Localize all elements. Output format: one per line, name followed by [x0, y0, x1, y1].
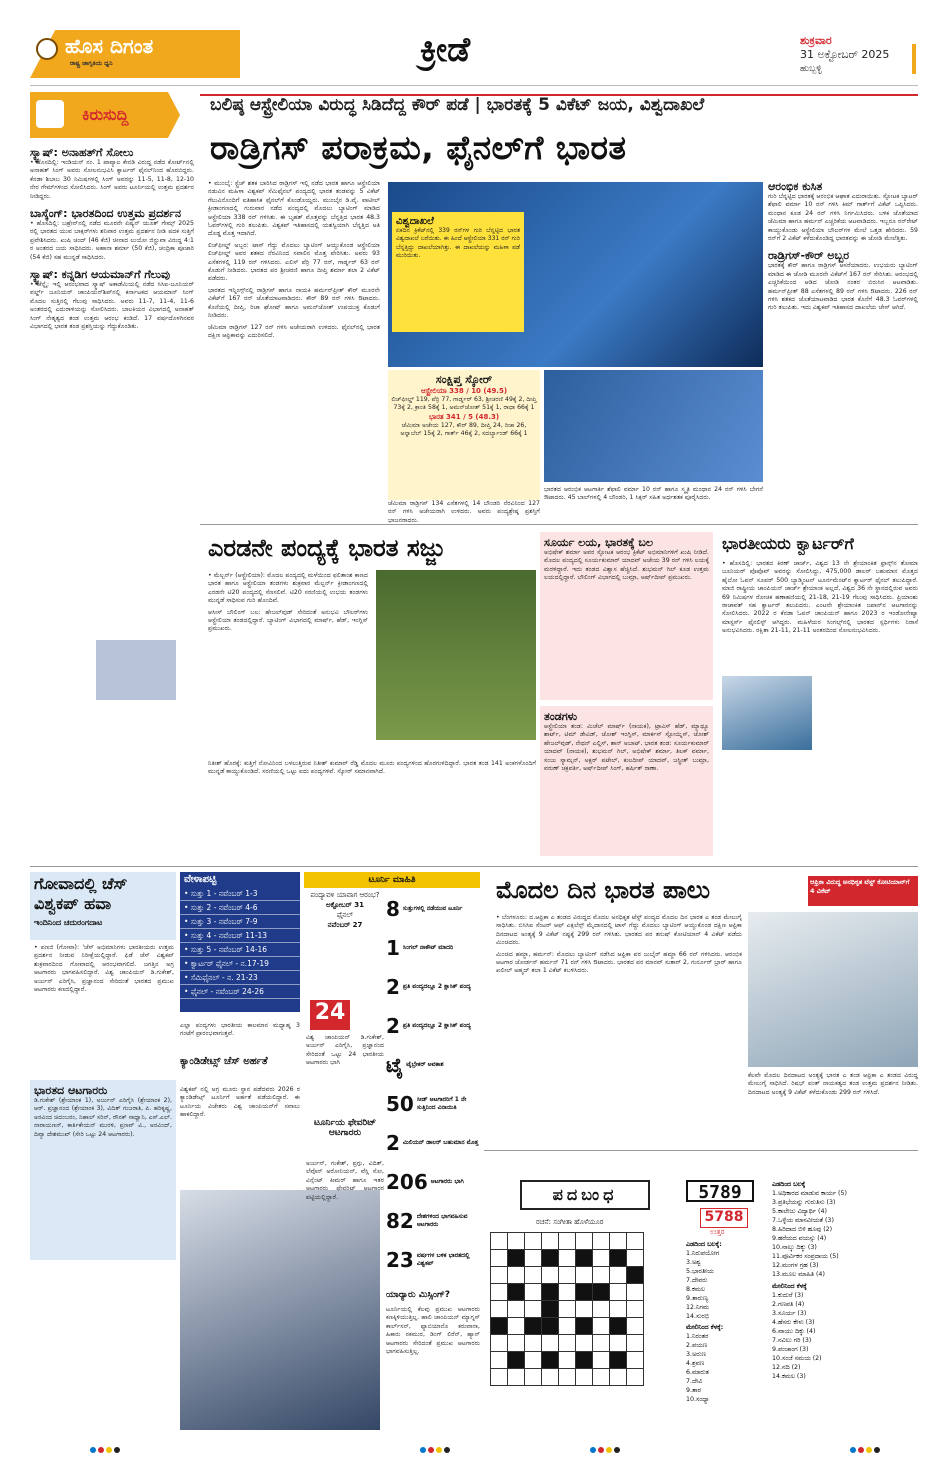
fact-number: 50	[386, 1091, 414, 1116]
registration-dot	[90, 1447, 96, 1453]
crossword-grid[interactable]	[490, 1232, 644, 1386]
puzzle-prev-label: ಉತ್ತರ	[710, 1228, 725, 1236]
test-body: ಮಿಂಚಿದ ಹಮ್ಜಾ, ಹರ್ಮನ್: ಮೊದಲು ಬ್ಯಾಟಿಂಗ್ ನಡೆಸಿದ ಆಫ್ರಿಕಾ ಪರ ಜುಬೈರ್ ಹಮ್ಜಾ 66 ರನ್ ಗಳಿಸಿದರು. ಆರಂಭಿಕ ಆಟಗಾರ ಜೋರ್ಡನ್ ಹರ್ಮನ್ 71 ರನ್ ಗಳಿಸಿ ಔಟಾದರು. ಭಾರತದ ಪರ ಮಾನವ್ ಸುತಾರ್ 2, ಗುರ್ನೂರ್ ಬ್ರಾರ್ ಹಾಗೂ ಖಲೀಲ್ ಅಹ್ಮದ್ ತಲಾ 1 ವಿಕೆಟ್ ಕಬಳಿಸಿದರು.	[496, 950, 742, 975]
crossword-cell[interactable]	[593, 1233, 610, 1250]
score-title: ಸಂಕ್ಷಿಪ್ತ ಸ್ಕೋರ್	[435, 373, 493, 386]
answers2-list	[686, 1332, 768, 1404]
fact-text: ಪ್ರತಿ ಪಂದ್ಯದಲ್ಲೂ 2 ಕ್ಲಾಸಿಕ್ ಪಂದ್ಯ	[402, 982, 471, 990]
test-tag: ಆಫ್ರಿಕಾ ವಿರುದ್ಧ ಅನಧಿಕೃತ ಟೆಸ್ಟ್ ಕೋಟಿಯಾನ್‌ಗೆ 4 ವಿಕೆಟ್	[808, 876, 918, 906]
clue-across: 5.ಕಾಲೇಜು ವಿದ್ಯಾರ್ಥಿ (4)	[772, 1208, 827, 1215]
brief-title: ಬಾಸ್ಕೆಂಗ್: ಭಾರತದಿಂದ ಉತ್ತಮ ಪ್ರದರ್ಶನ	[30, 207, 182, 221]
fact-item	[386, 1202, 480, 1239]
dateline	[800, 34, 889, 76]
crossword-cell[interactable]	[525, 1250, 542, 1267]
schedule-item: • ಸುತ್ತು 2 - ನವೆಂಬರ್ 4-6	[180, 901, 300, 915]
squads-title: ತಂಡಗಳು	[544, 710, 578, 723]
crossword-cell[interactable]	[491, 1352, 508, 1369]
fact-number: 8	[386, 896, 400, 921]
down-title: ಮೇಲಿನಿಂದ ಕೆಳಕ್ಕೆ	[772, 1283, 807, 1290]
header-accent	[912, 44, 916, 74]
section-title: ಕ್ರೀಡೆ	[420, 30, 471, 70]
brief-body: • ಹೊಸದಿಲ್ಲಿ: ಬಹ್ರೇನ್‌ನಲ್ಲಿ ನಡೆದ ಮೂರನೇ ಏಷ್ಯನ್ ಯೂತ್ ಗೇಮ್ಸ್ 2025 ರಲ್ಲಿ ಭಾರತದ ಯುವ ಬಾಕ್ಸರ್‌ಗಳು ಶನಿವಾರ ಉತ್ತಮ ಪ್ರದರ್ಶನ ನೀಡಿ ಪದಕ ಸುತ್ತಿಗೆ ಪ್ರವೇಶಿಸಿದರು. ಖುಷಿ ಚಂದ್ (46 ಕೆಜಿ) ಚೀನಾದ ಲುಯೋ ಜಿನ್ಹುವಾ ವಿರುದ್ಧ 4:1 ರ ಅಂತರದ ಜಯ ಸಾಧಿಸಿದರು. ಅಹಾನಾ ಶರ್ಮಾ (50 ಕೆಜಿ), ಚಂದ್ರಿಕಾ ಪೂಜಾರಿ (54 ಕೆಜಿ) ಸಹ ಮುನ್ನಡೆ ಸಾಧಿಸಿದರು.	[30, 220, 194, 261]
brief-body: • ಹೊಸದಿಲ್ಲಿ: ಇಂಡಿಯನ್ ನಂ. 1 ಪಾಪ್ಯಾಲ ಕೇನಡಿ ವಿರುದ್ಧ ನಡೆದ ಕೋರ್ಟ್‌ನಲ್ಲಿ ಅನಾಹತ್ ಸಿಂಗ್ ಅವರು ಸೋಲನುಭವಿಸಿ ಕ್ವಾರ್ಟರ್ ಫೈನಲ್‌ನಿಂದ ಹೊರಬಿದ್ದರು. ಕೆನಡಾ ಶಿಬಾಬ 30 ನಿಮಿಷಗಳಲ್ಲಿ ಸಿಂಗ್ ಅವರನ್ನು 11-5, 11-8, 12-10 ನೇರ ಗೇಮ್‌ಗಳಿಂದ ಸೋಲಿಸಿದರು. ಸಿಂಗ್ ಅವರು ಟೂರ್ನಿಯಲ್ಲಿ ಉತ್ತಮ ಪ್ರದರ್ಶನ ನೀಡಿದ್ದರು.	[30, 159, 194, 200]
lead-kicker: ಬಲಿಷ್ಠ ಆಸ್ಟ್ರೇಲಿಯಾ ವಿರುದ್ಧ ಸಿಡಿದೆದ್ದ ಕೌರ್ ಪಡೆ | ಭಾರತಕ್ಕೆ 5 ವಿಕೆಟ್ ಜಯ, ವಿಶ್ವದಾಖಲೆ	[210, 95, 705, 115]
fact-text: ಆಟಗಾರರು ಭಾಗಿ	[430, 1177, 464, 1185]
crossword-block	[610, 1250, 627, 1267]
t20-body: • ಮೆಲ್ಬರ್ನ್ (ಆಸ್ಟ್ರೇಲಿಯಾ): ಮೊದಲ ಪಂದ್ಯದಲ್ಲಿ ಮಳೆಯಿಂದ ಫಲಿತಾಂಶ ಕಾಣದ ಭಾರತ ಹಾಗೂ ಆಸ್ಟ್ರೇಲಿಯಾ ತಂಡಗಳು ಶುಕ್ರವಾರ ಮೆಲ್ಬರ್ನ್ ಕ್ರೀಡಾಂಗಣದಲ್ಲಿ ಎರಡನೇ ಟಿ20 ಪಂದ್ಯದಲ್ಲಿ ಸೆಣಸಲಿವೆ. ಟಿ20 ಸರಣಿಯಲ್ಲಿ ಉಭಯ ತಂಡಗಳು ಮುನ್ನಡೆ ಸಾಧಿಸುವ ಗುರಿ ಹೊಂದಿವೆ.	[208, 572, 368, 605]
crossword-cell[interactable]	[525, 1352, 542, 1369]
crossword-cell[interactable]	[542, 1369, 559, 1386]
registration-dot	[98, 1447, 104, 1453]
kirusuddi-label: ಕಿರುಸುದ್ದಿ	[82, 105, 129, 124]
schedule-list	[180, 887, 300, 999]
crossword-block	[508, 1284, 525, 1301]
big24: 24	[310, 1000, 350, 1030]
crossword-cell[interactable]	[627, 1369, 644, 1386]
crossword-cell[interactable]	[593, 1301, 610, 1318]
registration-dot	[114, 1447, 120, 1453]
registration-dot	[606, 1447, 612, 1453]
crossword-cell[interactable]	[508, 1233, 525, 1250]
t20-body: ನಿತೀಶ್ ಹೊರಕ್ಕೆ: ಕುತ್ತಿಗೆ ನೋವಿನಿಂದ ಬಳಲುತ್ತಿರುವ ನಿತೀಶ್ ಕುಮಾರ್ ರೆಡ್ಡಿ ಮೊದಲ ಮೂರು ಪಂದ್ಯಗಳಿಂದ ಹೊರಗುಳಿದಿದ್ದಾರೆ. ಭಾರತ ತಂಡ 141 ಅಂಕಗಳೊಂದಿಗೆ ಮುನ್ನಡೆ ಕಾಯ್ದುಕೊಂಡಿದೆ. ಸರಣಿಯಲ್ಲಿ ಒಟ್ಟು ಐದು ಪಂದ್ಯಗಳಿವೆ. ಸ್ಕೋರ್ ಸಮಾನವಾಗಿದೆ.	[208, 760, 536, 776]
fact-item	[386, 1124, 480, 1161]
across-title: ಎಡದಿಂದ ಬಲಕ್ಕೆ	[772, 1181, 806, 1188]
clue-down: 7.ನವಿಲು ಗರಿ (3)	[772, 1337, 812, 1344]
masthead-logo: ಹೊಸ ದಿಗಂತ	[65, 34, 154, 58]
date: 31 ಅಕ್ಟೋಬರ್ 2025	[800, 48, 890, 61]
brief-body: • ಚೆನ್ನೈ: ಇಲ್ಲಿ ಆರಂಭವಾದ ಸ್ಕ್ವಾಷ್ ಅಕಾಡೆಮಿಯಲ್ಲಿ ನಡೆದ ಸಿಸಿಐ-ಜೂನಿಯರ್ ವರ್ಲ್ಡ್ ಜೂನಿಯರ್ ಚಾಂಪಿಯನ್‌ಶಿಪ್‌ನಲ್ಲಿ ಕರ್ನಾಟಕದ ಆಯಮಾನ್ ಸಿಂಗ್ ಮೊದಲ ಸುತ್ತಿನಲ್ಲಿ ಗೆಲುವು ಸಾಧಿಸಿದರು. ಅವರು 11-7, 11-4, 11-6 ಅಂತರದಲ್ಲಿ ಎದುರಾಳಿಯನ್ನು ಸೋಲಿಸಿದರು. ಬಾಲಕಿಯರ ವಿಭಾಗದಲ್ಲಿ ಅನಾಹತ್ ಸಿಂಗ್ ನೇತೃತ್ವದ ತಂಡ ಉತ್ತಮ ಆರಂಭ ಕಂಡಿದೆ. 17 ವರ್ಷದೊಳಗಿನವರ ವಿಭಾಗದಲ್ಲಿ ಭಾರತ ತಂಡ ಪ್ರಶಸ್ತಿಯನ್ನು ಗೆದ್ದುಕೊಂಡಿತು.	[30, 281, 194, 331]
crossword-cell[interactable]	[508, 1301, 525, 1318]
crossword-cell[interactable]	[559, 1233, 576, 1250]
clue-across: 8.ಹಿರಿದಾದ ಬಿಳಿ ಹೂವು (2)	[772, 1226, 833, 1233]
crossword-cell[interactable]	[593, 1318, 610, 1335]
registration-dot	[866, 1447, 872, 1453]
answer-item: 10.ಸಂಧ್ಯಾ	[686, 1396, 710, 1403]
caption-text: ಏಕದಿನ ಕ್ರಿಕೆಟ್‌ನಲ್ಲಿ 339 ರನ್‌ಗಳ ಗುರಿ ಬೆನ್ನಟ್ಟಿದ ಭಾರತ ವಿಶ್ವದಾಖಲೆ ಬರೆಯಿತು. ಈ ಹಿಂದೆ ಆಸ್ಟ್ರೇಲಿಯಾ 331 ರನ್ ಗುರಿ ಬೆನ್ನತ್ತಿದ್ದು ದಾಖಲೆಯಾಗಿತ್ತು. ಈ ದಾಖಲೆಯನ್ನು ಮಹಿಳಾ ಪಡೆ ಮುರಿಯಿತು.	[396, 227, 520, 260]
when-block	[306, 890, 384, 930]
hand-icon	[36, 100, 64, 128]
across-list	[772, 1189, 918, 1279]
caption-title: ವಿಶ್ವದಾಖಲೆ	[396, 216, 434, 227]
test-photo	[748, 912, 918, 1067]
schedule-item: • ಕ್ವಾರ್ಟರ್ ಫೈನಲ್ - ನ.17-19	[180, 957, 300, 971]
crossword-block	[542, 1318, 559, 1335]
players-body: ಡಿ.ಗುಕೇಶ್ (ಶ್ರೇಯಾಂಕ 1), ಅರ್ಜುನ್ ಎರಿಗೈಸಿ (ಶ್ರೇಯಾಂಕ 2), ಆರ್. ಪ್ರಜ್ಞಾನಂದ (ಶ್ರೇಯಾಂಕ 3), ವಿದಿತ್ ಗುಜರಾತಿ, ಪಿ. ಹರಿಕೃಷ್ಣ, ಅರವಿಂದ ಚಿದಂಬರಂ, ನಿಹಾಲ್ ಸರಿನ್, ರೌನಕ್ ಸಾಧ್ವಾನಿ, ಎಸ್.ಎಲ್. ನಾರಾಯಣನ್, ಕಾರ್ತಿಕೇಯನ್ ಮುರಳಿ, ಪ್ರಣವ್ ವಿ., ಅರವಿಂದ್, ದಿವ್ಯಾ ದೇಶಮುಖ್ (ಸೇರಿ ಒಟ್ಟು 24 ಆಟಗಾರರು).	[34, 1097, 172, 1138]
divider	[30, 866, 918, 867]
crossword-cell[interactable]	[525, 1301, 542, 1318]
crossword-cell[interactable]	[610, 1301, 627, 1318]
lead-body: • ಮುಂಬೈ: ಸ್ಟ್ರೆಚ್ ಶತಕ ಬಾರಿಸಿದ ರಾಡ್ರಿಗಸ್ ಇಲ್ಲಿ ನಡೆದ ಭಾರತ ಹಾಗೂ ಆಸ್ಟ್ರೇಲಿಯಾ ನಡುವಿನ ಮಹಿಳಾ ವಿಶ್ವಕಪ್ ಸೆಮಿಫೈನಲ್ ಪಂದ್ಯದಲ್ಲಿ ಭಾರತ ತಂಡವನ್ನು 5 ವಿಕೆಟ್ ಗೆಲುವಿನೊಂದಿಗೆ ಐತಿಹಾಸಿಕ ಫೈನಲ್‌ಗೆ ಕೊಂಡೊಯ್ದರು. ಮುಂಬೈನ ಡಿ.ವೈ. ಪಾಟೀಲ್ ಕ್ರೀಡಾಂಗಣದಲ್ಲಿ ಗುರುವಾರ ನಡೆದ ಪಂದ್ಯದಲ್ಲಿ ಮೊದಲು ಬ್ಯಾಟಿಂಗ್ ಮಾಡಿದ ಆಸ್ಟ್ರೇಲಿಯಾ 338 ರನ್ ಗಳಿಸಿತು. ಈ ಬೃಹತ್ ಮೊತ್ತವನ್ನು ಬೆನ್ನತ್ತಿದ ಭಾರತ 48.3 ಓವರ್‌ಗಳಲ್ಲಿ ಗುರಿ ತಲುಪಿತು. ವಿಶ್ವಕಪ್ ಇತಿಹಾಸದಲ್ಲಿ ಯಶಸ್ವಿಯಾಗಿ ಬೆನ್ನತ್ತಿದ ಅತಿ ದೊಡ್ಡ ಮೊತ್ತ ಇದಾಗಿದೆ.	[208, 180, 380, 238]
answer-item: 6.ಮಾರುತ	[686, 1369, 709, 1376]
answer-item: 5.ಭಾರತೀಯ	[686, 1268, 714, 1275]
clue-down: 10.ಸಂಜೆ ಸಮಯ (2)	[772, 1355, 822, 1362]
score-aus-detail: ಲಿಚ್‌ಫೀಲ್ಡ್ 119, ಪೆರ್ರಿ 77, ಗಾರ್ಡ್ನರ್ 63, ಶ್ರೀಚರಣಿ 49ಕ್ಕೆ 2, ದೀಪ್ತಿ 73ಕ್ಕೆ 2, ಕ್ರಾಂತಿ 58ಕ್ಕೆ 1, ಅಮನ್‌ಜೋತ್ 51ಕ್ಕೆ 1, ರಾಧಾ 66ಕ್ಕೆ 1	[391, 396, 537, 412]
surya-title: ಸೂರ್ಯ ಲಯ, ಭಾರತಕ್ಕೆ ಬಲ	[544, 536, 653, 549]
crossword-block	[508, 1352, 525, 1369]
miss-body: ಟೂರ್ನಿಯಲ್ಲಿ ಕೆಲವು ಪ್ರಮುಖ ಆಟಗಾರರು ಕಣಕ್ಕಿಳಿಯುತ್ತಿಲ್ಲ. ಹಾಲಿ ಚಾಂಪಿಯನ್ ಮ್ಯಾಗ್ನಸ್ ಕಾರ್ಲ್‌ಸನ್, ಫ್ಯಾಬಿಯಾನೊ ಕರುವಾನಾ, ಹಿಕಾರು ನಕಮುರ, ಡಿಂಗ್ ಲಿರೆನ್, ಹ್ಯಾನ್ ಆಟಗಾರರು ಸೇರಿದಂತೆ ಪ್ರಮುಖ ಆಟಗಾರರು ಭಾಗವಹಿಸುತ್ತಿಲ್ಲ.	[386, 1306, 480, 1356]
crossword-cell[interactable]	[525, 1284, 542, 1301]
color-registration	[420, 1438, 452, 1457]
info-title: ಟೂರ್ನಿ ಮಾಹಿತಿ	[304, 872, 480, 888]
answer-item: 9.ತಾರುಣ್ಯ	[686, 1295, 709, 1302]
crossword-block	[576, 1352, 593, 1369]
players-title: ಭಾರತದ ಆಟಗಾರರು	[34, 1084, 108, 1097]
registration-dot	[436, 1447, 442, 1453]
schedule-title: ವೇಳಾಪಟ್ಟಿ	[184, 874, 217, 885]
crossword-cell[interactable]	[627, 1233, 644, 1250]
divider	[484, 1150, 918, 1151]
crossword-cell[interactable]	[491, 1284, 508, 1301]
crossword-block	[610, 1352, 627, 1369]
crossword-cell[interactable]	[576, 1301, 593, 1318]
fact-number: 2	[386, 1013, 400, 1038]
fact-text: ಪ್ರತಿ ಪಂದ್ಯದಲ್ಲೂ 2 ಕ್ಲಾಸಿಕ್ ಪಂದ್ಯ	[402, 1021, 471, 1029]
answers-list	[686, 1249, 768, 1321]
registration-dot	[858, 1447, 864, 1453]
crossword-block	[576, 1318, 593, 1335]
clue-across: 12.ಮಂಗಳ ಗ್ರಹ (3)	[772, 1262, 819, 1269]
crossword-cell[interactable]	[593, 1335, 610, 1352]
lead-headline: ರಾಡ್ರಿಗಸ್ ಪರಾಕ್ರಮ, ಫೈನಲ್‌ಗೆ ಭಾರತ	[210, 128, 627, 167]
clues	[772, 1180, 918, 1381]
caption-box	[392, 212, 524, 332]
crossword-cell[interactable]	[576, 1369, 593, 1386]
candidates-title: ಕ್ಯಾಂಡಿಡೇಟ್ಸ್ ಚೆಸ್ ಅರ್ಹತೆ	[180, 1056, 268, 1067]
crossword-cell[interactable]	[559, 1369, 576, 1386]
crossword-block	[576, 1250, 593, 1267]
divider	[30, 85, 918, 86]
facts-list	[386, 890, 480, 1280]
crossword-cell[interactable]	[627, 1352, 644, 1369]
chess-headline: ಗೋವಾದಲ್ಲಿ ಚೆಸ್ ವಿಶ್ವಕಪ್ ಹವಾ	[34, 874, 128, 913]
crossword-cell[interactable]	[508, 1369, 525, 1386]
answer-item: 9.ತಾರ	[686, 1387, 701, 1394]
fact-number: 2	[386, 974, 400, 999]
puzzle-prev-number: 5788	[700, 1208, 748, 1228]
score-ind: ಭಾರತ 341 / 5 (48.3)	[428, 412, 500, 421]
puzzle-title: ಪದಬಂಧ	[520, 1180, 650, 1210]
clue-down: 4.ಹೆಸರು ಕೇಳು (3)	[772, 1319, 815, 1326]
color-registration	[850, 1438, 882, 1457]
crossword-block	[542, 1284, 559, 1301]
crossword-cell[interactable]	[627, 1335, 644, 1352]
brief-title: ಸ್ಕ್ವಾಷ್: ಅನಾಹತ್‌ಗೆ ಸೋಲು	[30, 146, 134, 159]
divider	[200, 524, 918, 525]
clue-across: 11.ಪೂರ್ವಿಕರ ಸಂಪ್ರದಾಯ (5)	[772, 1253, 839, 1260]
registration-dot	[850, 1447, 856, 1453]
clue-down: 9.ಪಂಚಾಂಗ (3)	[772, 1346, 809, 1353]
t20-headline: ಎರಡನೇ ಪಂದ್ಯಕ್ಕೆ ಭಾರತ ಸಜ್ಜು	[208, 534, 445, 562]
crossword-cell[interactable]	[627, 1301, 644, 1318]
clue-down: 14.ಕಮಲ (3)	[772, 1373, 806, 1380]
fact-number: 23	[386, 1247, 414, 1272]
registration-dot	[874, 1447, 880, 1453]
color-registration	[90, 1438, 122, 1457]
fav-title: ಟೂರ್ನಿಯ ಫೇವರಿಟ್ ಆಟಗಾರರು	[313, 1118, 377, 1138]
fact-number: 82	[386, 1208, 414, 1233]
fact-text: ದೇಶಗಳಿಂದ ಭಾಗವಹಿಸುವ ಆಟಗಾರರು	[416, 1212, 468, 1228]
registration-dot	[420, 1447, 426, 1453]
crossword-table[interactable]	[490, 1232, 644, 1386]
answer-item: 2.ಪಯಣ	[686, 1342, 708, 1349]
crossword-cell[interactable]	[593, 1352, 610, 1369]
clue-down: 2.ಗಣಪತಿ (4)	[772, 1301, 805, 1308]
crossword-block	[576, 1284, 593, 1301]
answer-item: 8.ಕಮಲ	[686, 1286, 705, 1293]
crossword-cell[interactable]	[525, 1335, 542, 1352]
crossword-cell[interactable]	[542, 1335, 559, 1352]
crossword-cell[interactable]	[593, 1369, 610, 1386]
fact-text: ಮಿಲಿಯನ್ ಡಾಲರ್ ಬಹುಮಾನ ಮೊತ್ತ	[402, 1138, 479, 1146]
clue-across: 1.ಅಧಿಕಾರದ ಮಾಡುವ ಕಾರ್ಯ (5)	[772, 1190, 847, 1197]
clue-down: 3.ಸೂರ್ಯ (3)	[772, 1310, 807, 1317]
crossword-block	[542, 1250, 559, 1267]
schedule-note: ಎಲ್ಲಾ ಪಂದ್ಯಗಳು ಭಾರತೀಯ ಕಾಲಮಾನ ಮಧ್ಯಾಹ್ನ 3 ಗಂಟೆಗೆ ಪ್ರಾರಂಭವಾಗುತ್ತವೆ.	[180, 1022, 300, 1038]
answer-item: 3.ಅಶ್ವ	[686, 1259, 701, 1266]
down-list	[772, 1291, 918, 1381]
fact-item	[386, 1046, 480, 1083]
registration-dot	[614, 1447, 620, 1453]
answer-item: 12.ನಿಗಮ	[686, 1304, 709, 1311]
test-body: • ಬೆಂಗಳೂರು: ದ.ಆಫ್ರಿಕಾ ಎ ತಂಡದ ವಿರುದ್ಧದ ಮೊದಲ ಅನಧಿಕೃತ ಟೆಸ್ಟ್ ಪಂದ್ಯದ ಮೊದಲ ದಿನ ಭಾರತ ಎ ತಂಡ ಮೇಲುಗೈ ಸಾಧಿಸಿತು. ಬಿಸಿಸಿಐ ಸೆಂಟರ್ ಆಫ್ ಎಕ್ಸಲೆನ್ಸ್ ಮೈದಾನದಲ್ಲಿ ಟಾಸ್ ಗೆದ್ದು ಮೊದಲು ಬ್ಯಾಟಿಂಗ್ ಆಯ್ದುಕೊಂಡ ದಕ್ಷಿಣ ಆಫ್ರಿಕಾ ದಿನದಾಟದ ಅಂತ್ಯಕ್ಕೆ 9 ವಿಕೆಟ್ ನಷ್ಟಕ್ಕೆ 299 ರನ್ ಗಳಿಸಿತು. ಭಾರತದ ಪರ ತನುಷ್ ಕೋಟಿಯಾನ್ 4 ವಿಕೆಟ್ ಪಡೆದು ಮಿಂಚಿದರು.	[496, 914, 742, 947]
fact-item	[386, 890, 480, 927]
surya-body: ಅಭಿಷೇಕ್ ಶರ್ಮಾ ಅವರ ಸ್ಫೋಟಕ ಆರಂಭ ಕ್ರಿಕೆಟ್ ಅಭಿಮಾನಿಗಳಿಗೆ ಖುಷಿ ನೀಡಿದೆ. ಮೊದಲ ಪಂದ್ಯದಲ್ಲಿ ಸೂರ್ಯಕುಮಾರ್ ಯಾದವ್ ಅಜೇಯ 39 ರನ್ ಗಳಿಸಿ ಲಯಕ್ಕೆ ಮರಳಿದ್ದಾರೆ. ಇದು ತಂಡದ ವಿಶ್ವಾಸ ಹೆಚ್ಚಿಸಿದೆ. ಶುಭಮನ್ ಗಿಲ್ ಕೂಡ ಉತ್ತಮ ಲಯದಲ್ಲಿದ್ದಾರೆ. ಬೌಲಿಂಗ್ ವಿಭಾಗದಲ್ಲಿ ಬುಮ್ರಾ, ಅರ್ಷ್‌ದೀಪ್ ಪ್ರಮುಖರು.	[544, 549, 709, 582]
clue-across: 9.ಹರೆಯದ ವಯಸ್ಸು (4)	[772, 1235, 827, 1242]
lead-body: ಲಿಚ್‌ಫೀಲ್ಡ್ ಅಬ್ಬರ: ಟಾಸ್ ಗೆದ್ದು ಮೊದಲು ಬ್ಯಾಟಿಂಗ್ ಆಯ್ದುಕೊಂಡ ಆಸ್ಟ್ರೇಲಿಯಾ ಲಿಚ್‌ಫೀಲ್ಡ್ ಅವರ ಶತಕದ ನೆರವಿನಿಂದ ಸವಾಲಿನ ಮೊತ್ತ ಪೇರಿಸಿತು. ಅವರು 93 ಎಸೆತಗಳಲ್ಲಿ 119 ರನ್ ಗಳಿಸಿದರು. ಎಲಿಸ್ ಪೆರ್ರಿ 77 ರನ್, ಗಾರ್ಡ್ನರ್ 63 ರನ್ ಕೊಡುಗೆ ನೀಡಿದರು. ಭಾರತದ ಪರ ಶ್ರೀಚರಣಿ ಹಾಗೂ ದೀಪ್ತಿ ಶರ್ಮಾ ತಲಾ 2 ವಿಕೆಟ್ ಪಡೆದರು.	[208, 241, 380, 283]
clue-down: 6.ವಾಯು ದಿಕ್ಕು (4)	[772, 1328, 816, 1335]
fav-body: ಅರ್ಜುನ್, ಗುಕೇಶ್, ಪ್ರಗ್ಗು, ವಿದಿತ್, ಲೆವೊನ್ ಅರೋನಿಯನ್, ವೆಸ್ಲಿ ಸೋ, ವಿನ್ಸೆಂಟ್ ಕೀಮರ್ ಹಾಗೂ ಇತರ ಆಟಗಾರರು ಫೇವರಿಟ್ ಆಟಗಾರರ ಪಟ್ಟಿಯಲ್ಲಿದ್ದಾರೆ.	[306, 1160, 384, 1201]
crossword-cell[interactable]	[593, 1267, 610, 1284]
schedule-item: • ಸುತ್ತು 3 - ನವೆಂಬರ್ 7-9	[180, 915, 300, 929]
big24-text: ವಿಶ್ವ ಚಾಂಪಿಯನ್ ಡಿ.ಗುಕೇಶ್, ಅರ್ಜುನ್ ಎರಿಗೈಸಿ, ಪ್ರಜ್ಞಾನಂದ ಸೇರಿದಂತೆ ಒಟ್ಟು 24 ಭಾರತೀಯ ಆಟಗಾರರು ಭಾಗಿ	[306, 1034, 384, 1067]
clue-down: 12.ನದಿ (2)	[772, 1364, 801, 1371]
answer-item: 7.ದೇವಿ	[686, 1378, 703, 1385]
chess-sub: ಇಂದಿನಿಂದ ಚದುರಂಗದಾಟ	[34, 918, 103, 927]
clue-across: 7.ಒಳ್ಳೆಯ ಮಾನವೀಯತೆ (3)	[772, 1217, 834, 1224]
side-title: ರಾಡ್ರಿಗಸ್-ಕೌರ್ ಅಬ್ಬರ	[768, 249, 850, 263]
lead-body: ಭಾರತದ ಆರಂಭಿಕ ಆಟಗಾರ್ತಿ ಶೆಫಾಲಿ ವರ್ಮಾ 10 ರನ್ ಹಾಗೂ ಸ್ಮೃತಿ ಮಂಧಾನ 24 ರನ್ ಗಳಿಸಿ ಬೇಗನೆ ಔಟಾದರು. 45 ಬಾಲ್‌ಗಳಲ್ಲಿ 4 ಬೌಂಡರಿ, 1 ಸಿಕ್ಸರ್ ಸಹಿತ ಅರ್ಧಶತಕ ಪೂರೈಸಿದರು.	[544, 486, 763, 502]
logo-icon	[36, 38, 58, 60]
t20-photo	[376, 570, 536, 740]
fact-item	[386, 1007, 480, 1044]
crossword-cell[interactable]	[491, 1301, 508, 1318]
lead-body: ಜೆಮಿಮಾ ರಾಡ್ರಿಗಸ್ 127 ರನ್ ಗಳಿಸಿ ಅಜೇಯರಾಗಿ ಉಳಿದರು. ಫೈನಲ್‌ನಲ್ಲಿ ಭಾರತ ದಕ್ಷಿಣ ಆಫ್ರಿಕಾವನ್ನು ಎದುರಿಸಲಿದೆ.	[208, 323, 380, 339]
answer-item: 3.ಅರುಣ	[686, 1351, 706, 1358]
crossword-block	[610, 1318, 627, 1335]
crossword-cell[interactable]	[610, 1233, 627, 1250]
clue-across: 3.ಪ್ರತಿಭೆಯನ್ನು ಗುರುತಿಸು (3)	[772, 1199, 836, 1206]
players-box	[30, 1080, 176, 1260]
schedule-item: • ಫೈನಲ್ - ನವೆಂಬರ್ 24-26	[180, 985, 300, 999]
tennis-photo	[722, 676, 812, 750]
crossword-block	[525, 1318, 542, 1335]
crossword-cell[interactable]	[491, 1267, 508, 1284]
chess-photo	[180, 1190, 380, 1430]
second-photo	[544, 370, 763, 482]
crossword-block	[593, 1284, 610, 1301]
crossword-block	[627, 1267, 644, 1284]
fact-item	[386, 1241, 480, 1278]
schedule-item: • ಸೆಮಿಫೈನಲ್ - ನ. 21-23	[180, 971, 300, 985]
crossword-cell[interactable]	[610, 1267, 627, 1284]
crossword-cell[interactable]	[559, 1335, 576, 1352]
crossword-cell[interactable]	[525, 1267, 542, 1284]
crossword-block	[508, 1250, 525, 1267]
when-label: ಪಂದ್ಯಾವಳಿ ಯಾವಾಗ ಆರಂಭ?	[310, 891, 380, 899]
crossword-cell[interactable]	[559, 1267, 576, 1284]
fact-text: ಸುತ್ತುಗಳಲ್ಲಿ ನಡೆಯುವ ಟೂರ್ನಿ	[402, 904, 463, 912]
registration-dot	[590, 1447, 596, 1453]
test-caption: ಕೆಲವೇ ಮೊದಲ ದಿನದಾಟದ ಅಂತ್ಯಕ್ಕೆ ಭಾರತ ಎ ತಂಡ ಆಫ್ರಿಕಾ ಎ ತಂಡದ ವಿರುದ್ಧ ಮೇಲುಗೈ ಸಾಧಿಸಿದೆ. ರಿಷಭ್ ಪಂತ್ ನಾಯಕತ್ವದ ತಂಡ ಉತ್ತಮ ಪ್ರದರ್ಶನ ನೀಡಿತು. ದಿನದಾಟದ ಅಂತ್ಯಕ್ಕೆ 9 ವಿಕೆಟ್ ಕಳೆದುಕೊಂಡು 299 ರನ್ ಗಳಿಸಿದೆ.	[748, 1072, 918, 1096]
surya-box	[540, 532, 713, 700]
crossword-cell[interactable]	[627, 1318, 644, 1335]
fact-text: ಟೈಬ್ರೇಕರ್ ಅವಕಾಶ	[406, 1060, 444, 1068]
fact-number: 1	[386, 935, 400, 960]
day: ಶುಕ್ರವಾರ	[800, 34, 832, 47]
squads-box	[540, 706, 713, 856]
crossword-cell[interactable]	[627, 1250, 644, 1267]
crossword-block	[491, 1318, 508, 1335]
test-headline: ಮೊದಲ ದಿನ ಭಾರತ ಪಾಲು	[496, 876, 710, 904]
city: ಹುಬ್ಬಳ್ಳಿ	[800, 64, 822, 74]
answer-item: 7.ದೇವರು	[686, 1277, 708, 1284]
crossword-cell[interactable]	[559, 1301, 576, 1318]
registration-dot	[444, 1447, 450, 1453]
lead-body: ಜೆಮಿಮಾ ರಾಡ್ರಿಗಸ್ 134 ಎಸೆತಗಳಲ್ಲಿ 14 ಬೌಂಡರಿ ನೆರವಿನಿಂದ 127 ರನ್ ಗಳಿಸಿ ಅಜೇಯರಾಗಿ ಉಳಿದರು. ಅವರು ಪಂದ್ಯಶ್ರೇಷ್ಠ ಪ್ರಶಸ್ತಿಗೆ ಭಾಜನರಾದರು.	[388, 500, 540, 524]
registration-dot	[598, 1447, 604, 1453]
color-registration	[590, 1438, 622, 1457]
fact-item	[386, 1085, 480, 1122]
puzzle-number: 5789	[686, 1180, 754, 1202]
crossword-cell[interactable]	[525, 1369, 542, 1386]
fact-item	[386, 968, 480, 1005]
crossword-cell[interactable]	[508, 1318, 525, 1335]
crossword-cell[interactable]	[610, 1284, 627, 1301]
fact-item	[386, 929, 480, 966]
fact-text: ಸೀಡ್ ಆಟಗಾರರಿಗೆ 1 ನೇ ಸುತ್ತಿನಿಂದ ವಿನಾಯಿತಿ	[416, 1095, 467, 1111]
crossword-cell[interactable]	[610, 1335, 627, 1352]
crossword-cell[interactable]	[593, 1250, 610, 1267]
crossword-cell[interactable]	[559, 1318, 576, 1335]
crossword-block	[542, 1301, 559, 1318]
fact-item	[386, 1163, 480, 1200]
score-ind-detail: ಜೆಮಿಮಾ ಅಜೇಯ 127, ಕೌರ್ 89, ದೀಪ್ತಿ 24, ರಿಚಾ 26, ಅನ್ನಾಬೆಲ್ 15ಕ್ಕೆ 2, ಗಾರ್ತ್ 46ಕ್ಕೆ 2, ಸದರ್ಲ್ಯಾಂಡ್ 66ಕ್ಕೆ 1	[400, 421, 528, 438]
final-date: ನವೆಂಬರ್ 27	[327, 921, 363, 929]
answers	[686, 1240, 768, 1404]
crossword-cell[interactable]	[508, 1335, 525, 1352]
fact-text: ಸಿಂಗಲ್ ನಾಕೌಟ್ ಮಾದರಿ	[402, 943, 454, 951]
final-label: ಫೈನಲ್	[336, 911, 354, 919]
crossword-cell[interactable]	[576, 1233, 593, 1250]
schedule-item: • ಸುತ್ತು 5 - ನವೆಂಬರ್ 14-16	[180, 943, 300, 957]
side-title: ಆರಂಭಿಕ ಕುಸಿತ	[768, 180, 823, 193]
crossword-cell[interactable]	[491, 1335, 508, 1352]
fact-text: ವರ್ಷಗಳ ಬಳಿಕ ಭಾರತದಲ್ಲಿ ವಿಶ್ವಕಪ್	[416, 1251, 470, 1267]
schedule-item: • ಸುತ್ತು 4 - ನವೆಂಬರ್ 11-13	[180, 929, 300, 943]
score-aus: ಆಸ್ಟ್ರೇಲಿಯಾ 338 / 10 (49.5)	[420, 387, 508, 395]
brief-title: ಸ್ಕ್ವಾಷ್: ಕನ್ನಡಿಗ ಆಯಮಾನ್‌ಗೆ ಗೆಲುವು	[30, 268, 170, 282]
crossword-cell[interactable]	[525, 1233, 542, 1250]
crossword-cell[interactable]	[559, 1352, 576, 1369]
miss-title: ಯಾರ್‍ಯಾರು ಮಿಸ್ಸಿಂಗ್?	[386, 1290, 450, 1300]
crossword-cell[interactable]	[627, 1284, 644, 1301]
registration-dot	[428, 1447, 434, 1453]
fact-number: 206	[386, 1169, 428, 1194]
squash-photo	[96, 640, 176, 700]
crossword-cell[interactable]	[610, 1369, 627, 1386]
schedule-item: • ಸುತ್ತು 1 - ನವೆಂಬರ್ 1-3	[180, 887, 300, 901]
lead-body: ಭಾರತದ ಇನ್ನಿಂಗ್ಸ್‌ನಲ್ಲಿ ರಾಡ್ರಿಗಸ್ ಹಾಗೂ ನಾಯಕಿ ಹರ್ಮನ್‌ಪ್ರೀತ್ ಕೌರ್ ಮೂರನೇ ವಿಕೆಟ್‌ಗೆ 167 ರನ್ ಜೊತೆಯಾಟವಾಡಿದರು. ಕೌರ್ 89 ರನ್ ಗಳಿಸಿ ಔಟಾದರು. ಕೊನೆಯಲ್ಲಿ ದೀಪ್ತಿ, ರಿಚಾ ಘೋಷ್ ಹಾಗೂ ಅಮನ್‌ಜೋತ್ ಉಪಯುಕ್ತ ಕೊಡುಗೆ ನೀಡಿದರು.	[208, 286, 380, 320]
crossword-cell[interactable]	[559, 1250, 576, 1267]
clue-across: 10.ನಾಲ್ಕು ದಿಕ್ಕು (3)	[772, 1244, 817, 1251]
crossword-cell[interactable]	[508, 1267, 525, 1284]
schedule-box	[180, 872, 300, 1012]
answers2-title: ಮೇಲಿನಿಂದ ಕೆಳಕ್ಕೆ:	[686, 1324, 724, 1331]
crossword-cell[interactable]	[491, 1233, 508, 1250]
fact-number: 2	[386, 1130, 400, 1155]
clue-down: 1.ಕುದುರೆ (3)	[772, 1292, 804, 1299]
answer-item: 1.ನಿರುಪಯೋಗ	[686, 1250, 720, 1257]
crossword-cell[interactable]	[576, 1335, 593, 1352]
tennis-body: • ಹೊಸದಿಲ್ಲಿ: ಭಾರತದ ಕಿರಣ್ ಜಾರ್ಜ್, ವಿಶ್ವದ 13 ನೇ ಶ್ರೇಯಾಂಕಿತ ಫ್ರಾನ್ಸ್‌ನ ತೋಮಾ ಜೂನಿಯರ್ ಪೊಪೊವ್ ಅವರನ್ನು ಸೋಲಿಸಿದ್ದು, 475,000 ಡಾಲರ್ ಬಹುಮಾನ ಮೊತ್ತದ ಹೈಲೋ ಓಪನ್ ಸೂಪರ್ 500 ಬ್ಯಾಡ್ಮಿಂಟನ್ ಟೂರ್ನಮೆಂಟ್‌ನ ಕ್ವಾರ್ಟರ್ ಫೈನಲ್ ತಲುಪಿದ್ದಾರೆ. ಮಾಜಿ ರಾಷ್ಟ್ರೀಯ ಚಾಂಪಿಯನ್ ಜಾರ್ಜ್ ಶ್ರೇಯಾಂಕ ಅಲ್ಲದೆ, ವಿಶ್ವದ 36 ನೇ ಸ್ಥಾನದಲ್ಲಿರುವ ಅವರು 69 ನಿಮಿಷಗಳ ರೋಚಕ ಹಣಾಹಣಿಯಲ್ಲಿ 21-18, 21-19 ಗೆಲುವು ಸಾಧಿಸಿದರು. ಪ್ರಿಯಾಂಶು ರಾಜಾವತ್ ಸಹ ಕ್ವಾರ್ಟರ್ ತಲುಪಿದರು. ಎಂಟನೇ ಶ್ರೇಯಾಂಕಿತ ಜಪಾನ್‌ನ ಆಟಗಾರನನ್ನು ಸೋಲಿಸಿದರು. 2022 ರ ಕೆನಡಾ ಓಪನ್ ಚಾಂಪಿಯನ್ ಹಾಗೂ 2023 ರ ಇಂಡೋನೇಷ್ಯಾ ಮಾಸ್ಟರ್ಸ್ ಫೈನಲಿಸ್ಟ್ ಆಗಿದ್ದರು. ಮಹಿಳೆಯರ ಸಿಂಗಲ್ಸ್‌ನಲ್ಲಿ ಭಾರತದ ಸ್ಪರ್ಧಿಗಳು ನಿರಾಸೆ ಅನುಭವಿಸಿದರು. ರಕ್ಷಿತಾ 21-11, 21-11 ಅಂತರದಿಂದ ಸೋಲನುಭವಿಸಿದರು.	[722, 560, 918, 635]
crossword-cell[interactable]	[576, 1267, 593, 1284]
side-body: ಗುರಿ ಬೆನ್ನಟ್ಟಿದ ಭಾರತಕ್ಕೆ ಆರಂಭಿಕ ಆಘಾತ ಎದುರಾಯಿತು. ಸ್ಫೋಟಕ ಬ್ಯಾಟರ್ ಶೆಫಾಲಿ ವರ್ಮಾ 10 ರನ್ ಗಳಿಸಿ ಕಿಮ್ ಗಾರ್ತ್‌ಗೆ ವಿಕೆಟ್ ಒಪ್ಪಿಸಿದರು. ಮಂಧಾನ ಕೂಡ 24 ರನ್ ಗಳಿಸಿ ನಿರ್ಗಮಿಸಿದರು. ಬಳಿಕ ಜೊತೆಯಾದ ಜೆಮಿಮಾ ಹಾಗೂ ಹರ್ಮನ್ ಎಚ್ಚರಿಕೆಯ ಆಟವಾಡಿದರು. ಇಬ್ಬರೂ ರನ್‌ರೇಟ್ ಕಾಯ್ದುಕೊಂಡು ಆಸ್ಟ್ರೇಲಿಯಾ ಬೌಲರ್‌ಗಳ ಮೇಲೆ ಒತ್ತಡ ಹೇರಿದರು. 59 ರನ್‌ಗೆ 2 ವಿಕೆಟ್ ಕಳೆದುಕೊಂಡಿದ್ದ ಭಾರತವನ್ನು ಈ ಜೋಡಿ ಮೇಲೆತ್ತಿತು.	[768, 193, 918, 243]
clue-across: 13.ಮೂಲ ಮಾಹಿತಿ (4)	[772, 1271, 825, 1278]
fact-number: ಟೈ	[386, 1052, 404, 1077]
start-date: ಅಕ್ಟೋಬರ್ 31	[326, 901, 364, 909]
crossword-cell[interactable]	[491, 1250, 508, 1267]
side-body: ಭಾರತಕ್ಕೆ ಕೌರ್ ಹಾಗೂ ರಾಡ್ರಿಗಸ್ ಆಸರೆಯಾದರು. ಉಭಯರು ಬ್ಯಾಟಿಂಗ್ ಮಾಡಿದ ಈ ಜೋಡಿ ಮೂರನೇ ವಿಕೆಟ್‌ಗೆ 167 ರನ್ ಸೇರಿಸಿತು. ಆರಂಭದಲ್ಲಿ ಎಚ್ಚರಿಕೆಯಿಂದ ಆಡಿದ ಜೋಡಿ ನಂತರ ಬಿರುಸಿನ ಆಟವಾಡಿತು. ಹರ್ಮನ್‌ಪ್ರೀತ್ 88 ಎಸೆತಗಳಲ್ಲಿ 89 ರನ್ ಗಳಿಸಿ ಔಟಾದರು. 226 ರನ್ ಗಳಿಸಿ ಶತಕದ ಜೊತೆಯಾಟವಾಡಿದ ಭಾರತ ಕೊನೆಗೆ 48.3 ಓವರ್‌ಗಳಲ್ಲಿ ಗುರಿ ತಲುಪಿತು. ಇದು ವಿಶ್ವಕಪ್ ಇತಿಹಾಸದ ದಾಖಲೆಯ ಚೇಸ್ ಆಗಿದೆ.	[768, 262, 918, 312]
scorecard	[388, 370, 540, 500]
answer-item: 4.ಶ್ರವಣ	[686, 1360, 705, 1367]
crossword-block	[542, 1352, 559, 1369]
answers-title: ಎಡದಿಂದ ಬಲಕ್ಕೆ:	[686, 1241, 722, 1248]
answer-item: 14.ಸುರಭಿ	[686, 1313, 709, 1320]
t20-body: ಆಸೀಸ್ ಬೌಲಿಂಗ್ ಬಲ: ಹೇಜಲ್‌ವುಡ್ ಸೇರಿದಂತೆ ಅನುಭವಿ ಬೌಲರ್‌ಗಳು ಆಸ್ಟ್ರೇಲಿಯಾ ತಂಡದಲ್ಲಿದ್ದಾರೆ. ಬ್ಯಾಟಿಂಗ್ ವಿಭಾಗದಲ್ಲಿ ಮಾರ್ಷ್, ಹೆಡ್, ಇಂಗ್ಲಿಸ್ ಪ್ರಮುಖರು.	[208, 608, 368, 633]
tennis-headline: ಭಾರತೀಯರು ಕ್ವಾರ್ಟರ್‌ಗೆ	[722, 534, 854, 553]
masthead-tagline: ರಾಷ್ಟ್ರ ಜಾಗೃತಿಯ ಧ್ವನಿ	[70, 60, 113, 67]
puzzle-hint: ರಚನೆ: ಸಂಗೀತಾ ಹೊಳೆಯೂರ	[536, 1218, 604, 1226]
crossword-cell[interactable]	[542, 1233, 559, 1250]
registration-dot	[106, 1447, 112, 1453]
candidates-body: ವಿಶ್ವಕಪ್ ನಲ್ಲಿ ಅಗ್ರ ಮೂರು ಸ್ಥಾನ ಪಡೆದವರು 2026 ರ ಕ್ಯಾಂಡಿಡೇಟ್ಸ್ ಟೂರ್ನಿಗೆ ಅರ್ಹತೆ ಪಡೆಯಲಿದ್ದಾರೆ. ಈ ಟೂರ್ನಿಯ ವಿಜೇತರು ವಿಶ್ವ ಚಾಂಪಿಯನ್‌ಗೆ ಸವಾಲು ಹಾಕಲಿದ್ದಾರೆ.	[180, 1086, 300, 1119]
crossword-cell[interactable]	[491, 1369, 508, 1386]
crossword-cell[interactable]	[559, 1284, 576, 1301]
chess-body: • ಪಣಜಿ (ಗೋವಾ): 'ಚೆಸ್ ಅಭಿಮಾನಿಗಳು ಭಾರತೀಯರು ಉತ್ತಮ ಪ್ರದರ್ಶನ ನೀಡುವ ನಿರೀಕ್ಷೆಯಲ್ಲಿದ್ದಾರೆ. ಫಿಡೆ ಚೆಸ್ ವಿಶ್ವಕಪ್ ಶುಕ್ರವಾರದಿಂದ ಗೋವಾದಲ್ಲಿ ಆರಂಭವಾಗಲಿದೆ. ಜಗತ್ತಿನ ಅಗ್ರ ಆಟಗಾರರು ಭಾಗವಹಿಸಲಿದ್ದಾರೆ. ವಿಶ್ವ ಚಾಂಪಿಯನ್ ಡಿ.ಗುಕೇಶ್, ಅರ್ಜುನ್ ಎರಿಗೈಸಿ, ಪ್ರಜ್ಞಾನಂದ ಸೇರಿದಂತೆ ಭಾರತದ ಪ್ರಮುಖ ಆಟಗಾರರು ಕಣದಲ್ಲಿದ್ದಾರೆ.	[34, 944, 174, 994]
answer-item: 1.ನಿರಂತರ	[686, 1333, 709, 1340]
squads-body: ಆಸ್ಟ್ರೇಲಿಯಾ ತಂಡ: ಮಿಚೆಲ್ ಮಾರ್ಷ್ (ನಾಯಕ), ಟ್ರಾವಿಸ್ ಹೆಡ್, ಮ್ಯಾಥ್ಯೂ ಶಾರ್ಟ್, ಟಿಮ್ ಡೇವಿಡ್, ಜೋಶ್ ಇಂಗ್ಲಿಸ್, ಮಾರ್ಕಸ್ ಸ್ಟೋಯ್ನಿಸ್, ಜೋಶ್ ಹೇಜಲ್‌ವುಡ್, ನೇಥನ್ ಎಲ್ಲಿಸ್, ಶಾನ್ ಅಬಾಟ್. ಭಾರತ ತಂಡ: ಸೂರ್ಯಕುಮಾರ್ ಯಾದವ್ (ನಾಯಕ), ಶುಭಮನ್ ಗಿಲ್, ಅಭಿಷೇಕ್ ಶರ್ಮಾ, ತಿಲಕ್ ವರ್ಮಾ, ಸಂಜು ಸ್ಯಾಮ್ಸನ್, ಅಕ್ಷರ್ ಪಟೇಲ್, ಕುಲದೀಪ್ ಯಾದವ್, ಜಸ್ಪ್ರೀತ್ ಬುಮ್ರಾ, ವರುಣ್ ಚಕ್ರವರ್ತಿ, ಅರ್ಷ್‌ದೀಪ್ ಸಿಂಗ್, ಹರ್ಷಿತ್ ರಾಣಾ.	[544, 723, 709, 773]
crossword-cell[interactable]	[542, 1267, 559, 1284]
